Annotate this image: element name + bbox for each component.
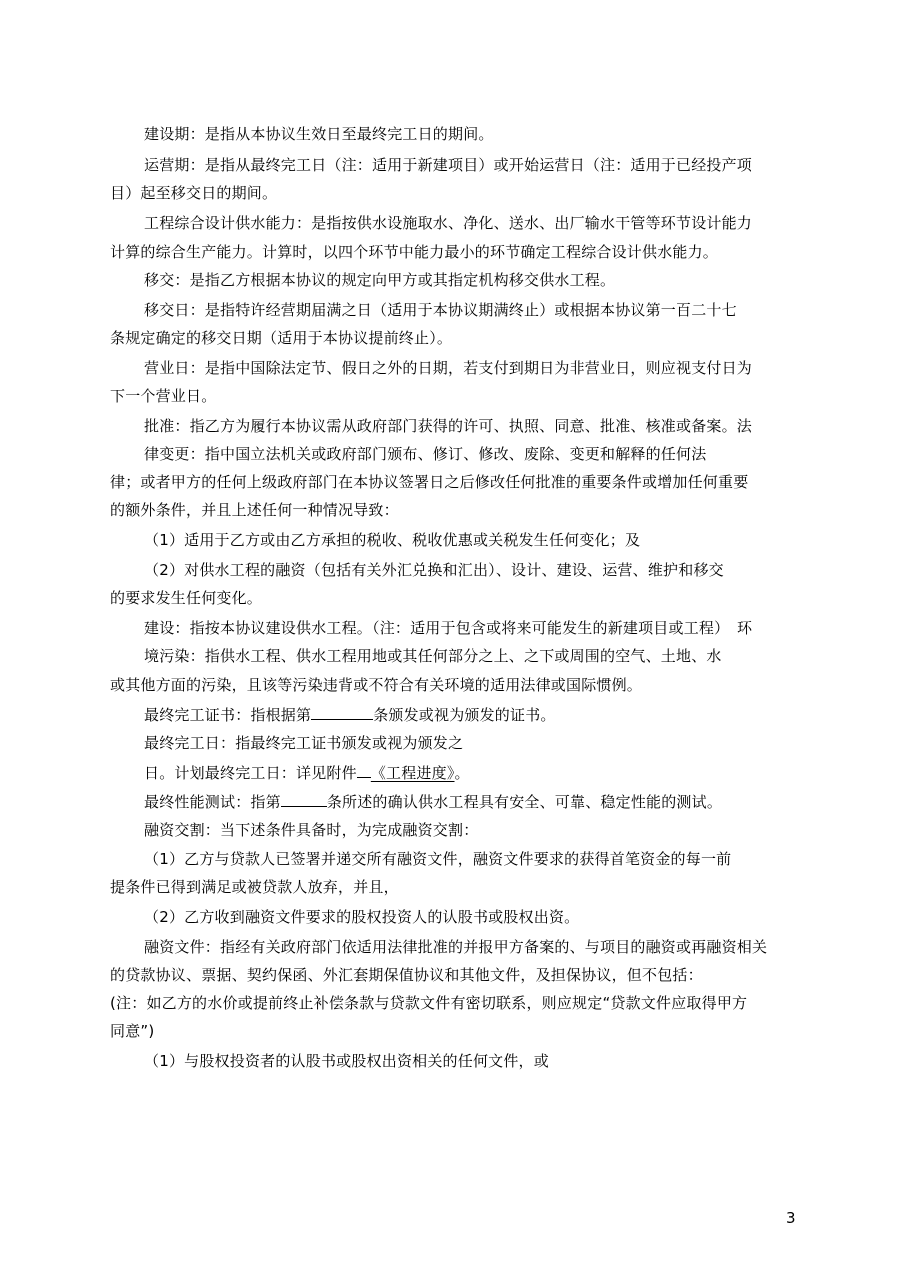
text-line: (注：如乙方的水价或提前终止补偿条款与贷款文件有密切联系，则应规定“贷款文件应取得甲方 [110, 994, 748, 1012]
text-line: 批准：指乙方为履行本协议需从政府部门获得的许可、执照、同意、批准、核准或备案。法 [144, 417, 753, 435]
text-segment: 条所述的确认供水工程具有安全、可靠、稳定性能的测试。 [326, 793, 723, 811]
text-line: 融资文件：指经有关政府部门依适用法律批准的并报甲方备案的、与项目的融资或再融资相关 [144, 938, 768, 956]
text-line: 最终完工日：指最终完工证书颁发或视为颁发之 [144, 734, 464, 752]
text-line: 提条件已得到满足或被贷款人放弃，并且， [110, 878, 399, 896]
text-line: 工程综合设计供水能力：是指按供水设施取水、净化、送水、出厂输水干管等环节设计能力 [144, 214, 753, 232]
text-line: 境污染：指供水工程、供水工程用地或其任何部分之上、之下或周围的空气、土地、水 [144, 647, 722, 665]
text-line: 的要求发生任何变化。 [110, 589, 263, 607]
text-line: （2）对供水工程的融资（包括有关外汇兑换和汇出）、设计、建设、运营、维护和移交 [144, 561, 724, 579]
text-line: 的贷款协议、票据、契约保函、外汇套期保值协议和其他文件，及担保协议，但不包括： [110, 966, 703, 984]
text-line: 或其他方面的污染，且该等污染违背或不符合有关环境的适用法律或国际惯例。 [110, 676, 643, 694]
text-line: 的额外条件，并且上述任何一种情况导致： [110, 501, 399, 519]
text-segment: 条颁发或视为颁发的证书。 [373, 706, 556, 724]
text-segment: 最终性能测试：指第 [144, 793, 281, 811]
text-line: （1）适用于乙方或由乙方承担的税收、税收优惠或关税发生任何变化；及 [144, 531, 641, 549]
fill-in-blank [311, 704, 373, 720]
text-line: （1）乙方与贷款人已签署并递交所有融资文件，融资文件要求的获得首笔资金的每一前 [144, 850, 732, 868]
text-line: 目）起至移交日的期间。 [110, 184, 278, 202]
text-line: 条规定确定的移交日期（适用于本协议提前终止）。 [110, 329, 453, 347]
text-line-with-blank [144, 791, 722, 812]
page-number: 3 [786, 1209, 796, 1227]
text-line: 下一个营业日。 [110, 387, 217, 405]
annex-reference: 《工程进度》 [370, 764, 455, 782]
fill-in-blank [357, 762, 371, 778]
text-line: 融资交割：当下述条件具备时，为完成融资交割： [144, 821, 479, 839]
text-line: 营业日：是指中国除法定节、假日之外的日期，若支付到期日为非营业日，则应视支付日为 [144, 359, 753, 377]
text-line: （1）与股权投资者的认股书或股权出资相关的任何文件，或 [144, 1052, 549, 1070]
text-line: 律；或者甲方的任何上级政府部门在本协议签署日之后修改任何批准的重要条件或增加任何重要 [110, 473, 749, 491]
fill-in-blank [281, 791, 327, 807]
text-line: 移交：是指乙方根据本协议的规定向甲方或其指定机构移交供水工程。 [144, 271, 616, 289]
text-line-with-reference [144, 762, 470, 783]
text-line: 计算的综合生产能力。计算时，以四个环节中能力最小的环节确定工程综合设计供水能力。 [110, 243, 719, 261]
text-line: 建设：指按本协议建设供水工程。（注：适用于包含或将来可能发生的新建项目或工程） 环 [144, 619, 753, 637]
text-segment: 日。计划最终完工日：详见附件 [144, 764, 357, 782]
text-line: 律变更：指中国立法机关或政府部门颁布、修订、修改、废除、变更和解释的任何法 [144, 445, 707, 463]
text-line: （2）乙方收到融资文件要求的股权投资人的认股书或股权出资。 [144, 908, 580, 926]
text-segment: 最终完工证书：指根据第 [144, 706, 312, 724]
text-line: 运营期：是指从最终完工日（注：适用于新建项目）或开始运营日（注：适用于已经投产项 [144, 156, 753, 174]
text-line: 移交日：是指特许经营期届满之日（适用于本协议期满终止）或根据本协议第一百二十七 [144, 301, 737, 319]
text-segment: 。 [454, 764, 470, 782]
text-line: 建设期：是指从本协议生效日至最终完工日的期间。 [144, 125, 494, 143]
text-line: 同意”) [110, 1022, 155, 1040]
text-line-with-blank [144, 704, 556, 725]
